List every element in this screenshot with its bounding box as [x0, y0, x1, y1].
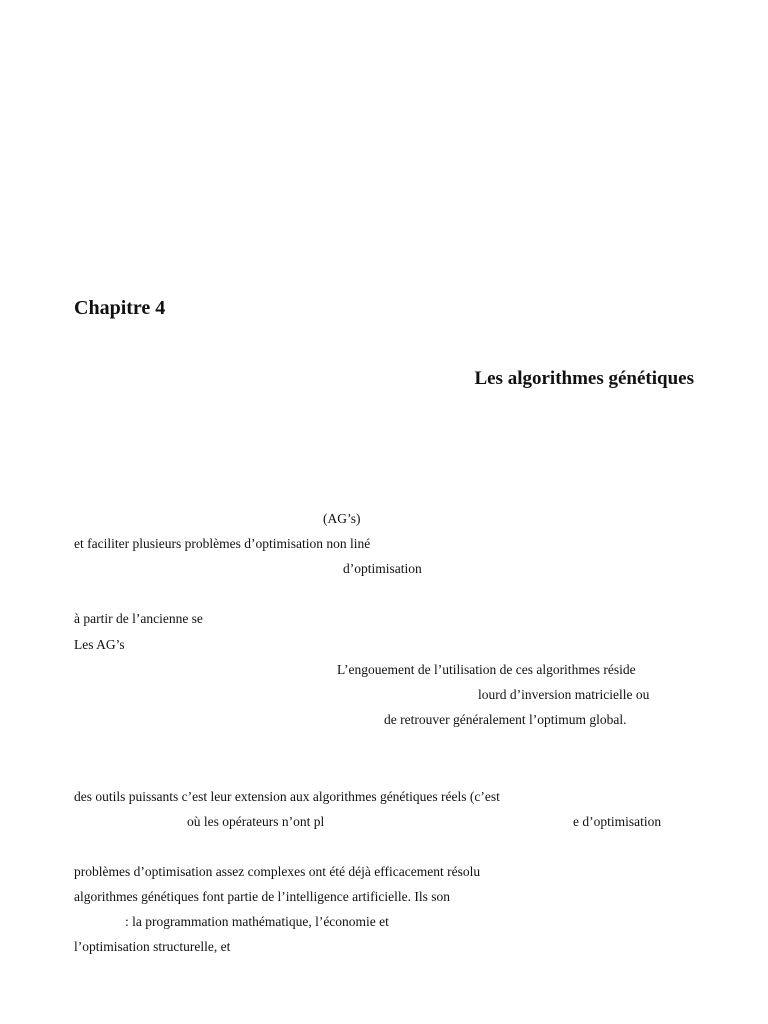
text-fragment: Les AG’s	[74, 637, 125, 652]
text-fragment: et faciliter plusieurs problèmes d’optimisation non liné	[74, 536, 371, 551]
text-fragment: lourd d’inversion matricielle ou	[478, 687, 650, 702]
text-fragment: L’engouement de l’utilisation de ces algorithmes réside	[337, 662, 636, 677]
text-fragment: à partir de l’ancienne se	[74, 611, 203, 626]
chapter-title: Les algorithmes génétiques	[474, 368, 694, 389]
text-fragment: algorithmes génétiques font partie de l’intelligence artificielle. Ils son	[74, 889, 450, 904]
text-fragment: de retrouver généralement l’optimum global.	[384, 712, 627, 727]
text-fragment: problèmes d’optimisation assez complexes ont été déjà efficacement résolu	[74, 864, 481, 879]
text-fragment: où les opérateurs n’ont pl	[187, 814, 325, 829]
text-fragment: d’optimisation	[343, 561, 422, 576]
text-fragment: e d’optimisation	[573, 814, 662, 829]
text-fragment: des outils puissants c’est leur extension aux algorithmes génétiques réels (c’est	[74, 789, 500, 804]
text-fragment: (AG’s)	[323, 511, 361, 526]
text-fragment: : la programmation mathématique, l’économie et	[125, 914, 389, 929]
chapter-heading: Chapitre 4	[74, 297, 166, 319]
text-fragment: l’optimisation structurelle, et	[74, 939, 231, 954]
